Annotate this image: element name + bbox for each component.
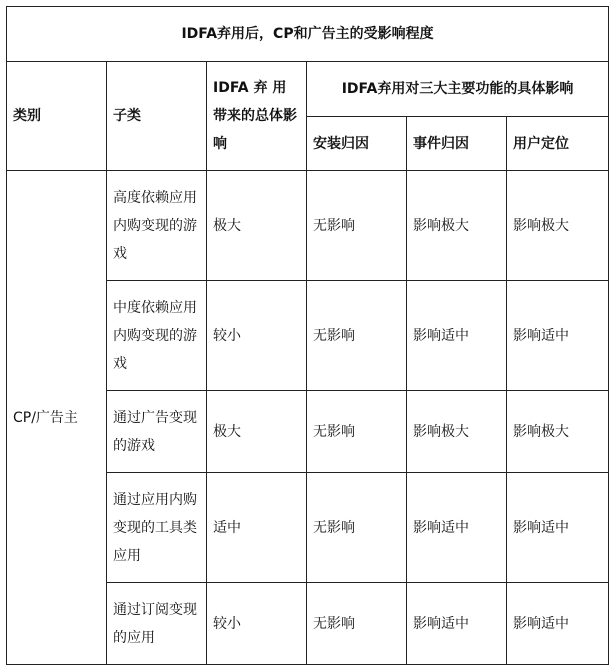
- targeting-cell: 影响极大: [507, 171, 609, 281]
- subcategory-cell: 通过订阅变现的应用: [107, 583, 207, 665]
- install-cell: 无影响: [307, 281, 407, 391]
- header-user-targeting: 用户定位: [507, 117, 609, 171]
- subcategory-cell: 高度依赖应用内购变现的游戏: [107, 171, 207, 281]
- install-cell: 无影响: [307, 171, 407, 281]
- event-cell: 影响适中: [407, 583, 507, 665]
- overall-cell: 较小: [207, 583, 307, 665]
- subcategory-cell: 通过应用内购变现的工具类应用: [107, 473, 207, 583]
- header-overall-impact: IDFA 弃 用带来的总体影响: [207, 62, 307, 171]
- table-row: [7, 171, 609, 281]
- targeting-cell: 影响适中: [507, 281, 609, 391]
- header-category: 类别: [7, 62, 107, 171]
- event-cell: 影响适中: [407, 473, 507, 583]
- event-cell: 影响适中: [407, 281, 507, 391]
- overall-cell: 适中: [207, 473, 307, 583]
- targeting-cell: 影响极大: [507, 391, 609, 473]
- overall-cell: 极大: [207, 171, 307, 281]
- header-install-attribution: 安装归因: [307, 117, 407, 171]
- header-specific-impact: IDFA弃用对三大主要功能的具体影响: [307, 62, 609, 117]
- targeting-cell: 影响适中: [507, 473, 609, 583]
- event-cell: 影响极大: [407, 391, 507, 473]
- subcategory-cell: 通过广告变现的游戏: [107, 391, 207, 473]
- install-cell: 无影响: [307, 583, 407, 665]
- overall-cell: 极大: [207, 391, 307, 473]
- overall-cell: 较小: [207, 281, 307, 391]
- category-cell: CP/广告主: [7, 171, 107, 665]
- subcategory-cell: 中度依赖应用内购变现的游戏: [107, 281, 207, 391]
- event-cell: 影响极大: [407, 171, 507, 281]
- install-cell: 无影响: [307, 391, 407, 473]
- impact-table: [6, 6, 609, 665]
- install-cell: 无影响: [307, 473, 407, 583]
- targeting-cell: 影响适中: [507, 583, 609, 665]
- header-subcategory: 子类: [107, 62, 207, 171]
- header-event-attribution: 事件归因: [407, 117, 507, 171]
- table-title: IDFA弃用后，CP和广告主的受影响程度: [7, 7, 609, 62]
